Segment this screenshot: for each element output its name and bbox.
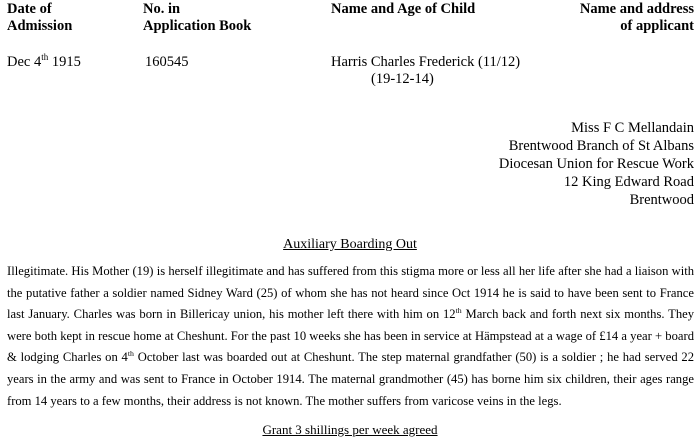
narrative-part-2: March back and forth next six months. They were both kept in rescue home at Cheshunt. For the past 10 weeks she has been in service at Hämpstead at a wage of £14 a year + board & lodging Charles on 4 [7, 307, 695, 365]
grant-decision: Grant 3 shillings per week agreed [262, 422, 438, 437]
header-addr-line-1: Name and address [579, 1, 694, 17]
applicant-line: Miss F C Mellandain [571, 120, 694, 136]
header-applicant-address [580, 1, 694, 35]
application-number: 160545 [145, 54, 189, 70]
applicant-line: 12 King Edward Road [563, 174, 694, 190]
header-date-line-1: Date of [7, 1, 52, 17]
header-app-line-1: No. in [143, 1, 181, 17]
admission-date-day: Dec 4 [7, 54, 42, 70]
section-title: Auxiliary Boarding Out [283, 237, 417, 252]
narrative-part-3: October last was boarded out at Cheshunt. The step maternal grandfather (50) is a soldier ; he had served 22 years in the army and was sent to France in October 1914. The maternal grandmother (45) has borne him six children, their ages range from 14 years to a few months, their address is not known. The mother suffers from varicose veins in the legs. [7, 350, 695, 408]
header-application-number [143, 1, 251, 35]
applicant-line: Brentwood Branch of St Albans [508, 138, 694, 154]
header-addr-line-2: of applicant [620, 18, 694, 34]
child-date-of-birth: (19-12-14) [371, 71, 434, 87]
header-date-of-admission [7, 1, 72, 35]
narrative-suffix-1: th [455, 306, 462, 315]
admission-date-year: 1915 [48, 54, 81, 70]
admission-date [7, 54, 81, 71]
applicant-line: Diocesan Union for Rescue Work [498, 156, 694, 172]
header-name-and-age: Name and Age of Child [331, 1, 476, 17]
applicant-line: Brentwood [629, 192, 694, 208]
header-date-line-2: Admission [7, 18, 73, 34]
applicant-address [499, 119, 694, 209]
admission-date-suffix: th [41, 52, 49, 63]
case-narrative [7, 261, 694, 412]
narrative-suffix-2: th [127, 349, 134, 359]
narrative-part-1: Illegitimate. His Mother (19) is herself illegitimate and has suffered from this stigma more or less all her life after she had a liaison with the putative father a soldier named Sidney Ward (25) of whom she has not heard since Oct 1914 he is said to have been sent to France last January. Charles was born in Billericay union, his mother left there with him on 12 [7, 264, 694, 322]
child-name-age: Harris Charles Frederick (11/12) [331, 54, 521, 70]
header-app-line-2: Application Book [143, 18, 252, 34]
